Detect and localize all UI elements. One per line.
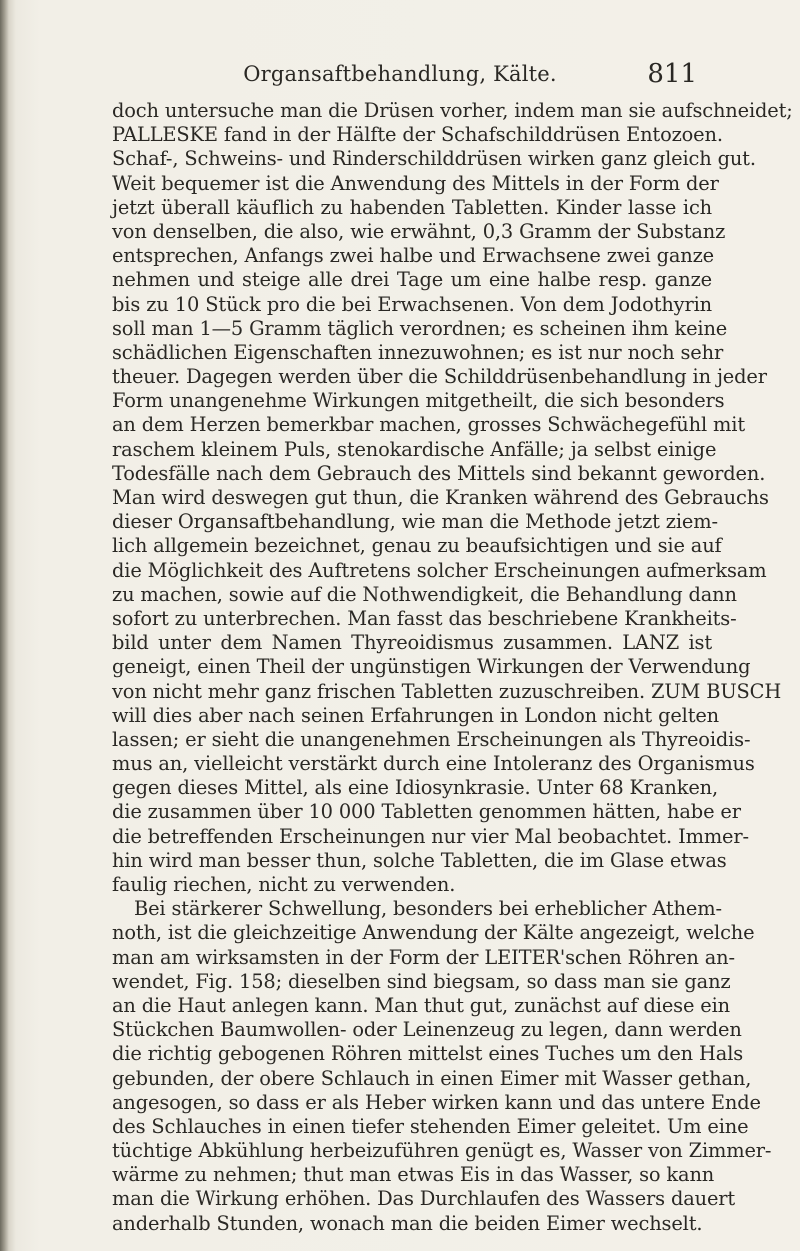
body-text bbox=[112, 99, 793, 1236]
page-number: 811 bbox=[647, 59, 697, 89]
text-line: Todesfälle nach dem Gebrauch des Mittels sind bekannt geworden. bbox=[112, 461, 766, 485]
text-line: geneigt, einen Theil der ungünstigen Wirkungen der Verwendung bbox=[112, 655, 751, 679]
text-line: zu machen, sowie auf die Nothwendigkeit, die Behandlung dann bbox=[112, 582, 737, 606]
text-line: die betreffenden Erscheinungen nur vier Mal beobachtet. Immer- bbox=[112, 824, 749, 848]
text-line: die richtig gebogenen Röhren mittelst eines Tuches um den Hals bbox=[112, 1042, 744, 1066]
text-line: angesogen, so dass er als Heber wirken kann und das untere Ende bbox=[112, 1090, 761, 1114]
text-line: will dies aber nach seinen Erfahrungen in London nicht gelten bbox=[112, 703, 720, 727]
text-line: Stückchen Baumwollen- oder Leinenzeug zu legen, dann werden bbox=[112, 1018, 742, 1042]
text-line: raschem kleinem Puls, stenokardische Anfälle; ja selbst einige bbox=[112, 437, 717, 461]
text-line: an dem Herzen bemerkbar machen, grosses Schwächegefühl mit bbox=[112, 413, 745, 437]
text-line: entsprechen, Anfangs zwei halbe und Erwachsene zwei ganze bbox=[112, 244, 714, 268]
text-line: dieser Organsaftbehandlung, wie man die Methode jetzt ziem- bbox=[112, 510, 718, 534]
text-line: von nicht mehr ganz frischen Tabletten zuzuschreiben. ZUM BUSCH bbox=[112, 679, 782, 703]
text-line: lassen; er sieht die unangenehmen Erscheinungen als Thyreoidis- bbox=[112, 727, 751, 751]
text-line: lich allgemein bezeichnet, genau zu beaufsichtigen und sie auf bbox=[112, 534, 722, 558]
text-line: bild unter dem Namen Thyreoidismus zusammen. LANZ ist bbox=[112, 631, 712, 655]
paragraph-start-line: Bei stärkerer Schwellung, besonders bei erheblicher Athem- bbox=[134, 897, 722, 921]
text-line: soll man 1—5 Gramm täglich verordnen; es scheinen ihm keine bbox=[112, 316, 728, 340]
text-line: hin wird man besser thun, solche Tabletten, die im Glase etwas bbox=[112, 848, 727, 872]
text-line: noth, ist die gleichzeitige Anwendung der Kälte angezeigt, welche bbox=[112, 921, 755, 945]
text-line: PALLESKE fand in der Hälfte der Schafschilddrüsen Entozoen. bbox=[112, 123, 723, 147]
text-line: man am wirksamsten in der Form der LEITER'schen Röhren an- bbox=[112, 945, 735, 969]
paragraph-end-line: anderhalb Stunden, wonach man die beiden Eimer wechselt. bbox=[112, 1211, 703, 1235]
text-line: gegen dieses Mittel, als eine Idiosynkrasie. Unter 68 Kranken, bbox=[112, 776, 719, 800]
running-title: Organsaftbehandlung, Kälte. bbox=[243, 62, 557, 86]
text-line: man die Wirkung erhöhen. Das Durchlaufen des Wassers dauert bbox=[112, 1187, 736, 1211]
text-line: an die Haut anlegen kann. Man thut gut, zunächst auf diese ein bbox=[112, 993, 731, 1017]
text-line: wendet, Fig. 158; dieselben sind biegsam, so dass man sie ganz bbox=[112, 969, 731, 993]
text-line: Form unangenehme Wirkungen mitgetheilt, die sich besonders bbox=[112, 389, 725, 413]
text-line: mus an, vielleicht verstärkt durch eine Intoleranz des Organismus bbox=[112, 752, 755, 776]
text-line: theuer. Dagegen werden über die Schilddrüsenbehandlung in jeder bbox=[112, 365, 767, 389]
text-line: schädlichen Eigenschaften innezuwohnen; es ist nur noch sehr bbox=[112, 340, 724, 364]
paragraph-end-line: faulig riechen, nicht zu verwenden. bbox=[112, 873, 456, 896]
running-head bbox=[0, 59, 800, 92]
text-line: die zusammen über 10 000 Tabletten genommen hätten, habe er bbox=[112, 800, 741, 824]
text-line: Man wird deswegen gut thun, die Kranken während des Gebrauchs bbox=[112, 486, 769, 509]
text-line: bis zu 10 Stück pro die bei Erwachsenen. Von dem Jodothyrin bbox=[112, 292, 712, 316]
text-line: jetzt überall käuflich zu habenden Tabletten. Kinder lasse ich bbox=[112, 195, 712, 219]
text-line: doch untersuche man die Drüsen vorher, indem man sie aufschneidet; bbox=[112, 99, 793, 122]
text-line: nehmen und steige alle drei Tage um eine halbe resp. ganze bbox=[112, 268, 712, 292]
text-line: Schaf-, Schweins- und Rinderschilddrüsen wirken ganz gleich gut. bbox=[112, 147, 756, 171]
text-line: gebunden, der obere Schlauch in einen Eimer mit Wasser gethan, bbox=[112, 1066, 752, 1090]
text-line: Weit bequemer ist die Anwendung des Mittels in der Form der bbox=[112, 171, 719, 195]
text-line: tüchtige Abkühlung herbeizuführen genügt es, Wasser von Zimmer- bbox=[112, 1139, 772, 1163]
text-line: des Schlauches in einen tiefer stehenden Eimer geleitet. Um eine bbox=[112, 1114, 749, 1138]
text-line: wärme zu nehmen; thut man etwas Eis in das Wasser, so kann bbox=[112, 1163, 715, 1187]
text-line: von denselben, die also, wie erwähnt, 0,3 Gramm der Substanz bbox=[112, 219, 726, 243]
text-line: die Möglichkeit des Auftretens solcher Erscheinungen aufmerksam bbox=[112, 558, 767, 582]
text-line: sofort zu unterbrechen. Man fasst das beschriebene Krankheits- bbox=[112, 606, 737, 630]
